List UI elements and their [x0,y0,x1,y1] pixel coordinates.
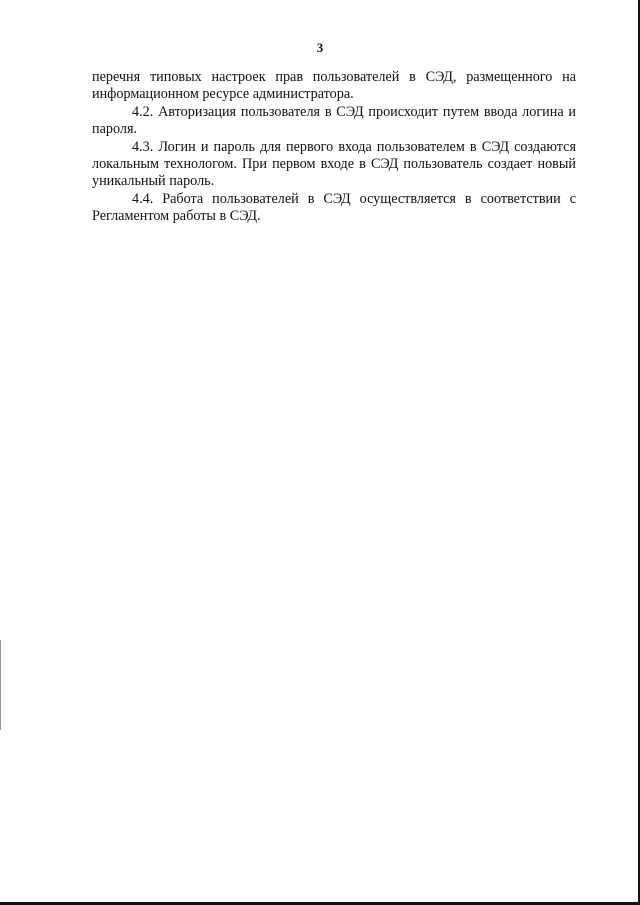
paragraph-continuation: перечня типовых настроек прав пользователей в СЭД, размещенного на информационном ресурсе администратора. [92,69,576,103]
paragraph-4-2: 4.2. Авторизация пользователя в СЭД происходит путем ввода логина и пароля. [92,103,576,138]
page-number: 3 [316,40,324,55]
body-text [92,69,576,226]
paragraph-4-4: 4.4. Работа пользователей в СЭД осуществляется в соответствии с Регламентом работы в СЭД. [92,190,576,225]
scan-edge-left [0,640,1,730]
paragraph-4-3: 4.3. Логин и пароль для первого входа пользователем в СЭД создаются локальным технологом. При первом входе в СЭД пользователь создает новый уникальный пароль. [92,138,576,190]
